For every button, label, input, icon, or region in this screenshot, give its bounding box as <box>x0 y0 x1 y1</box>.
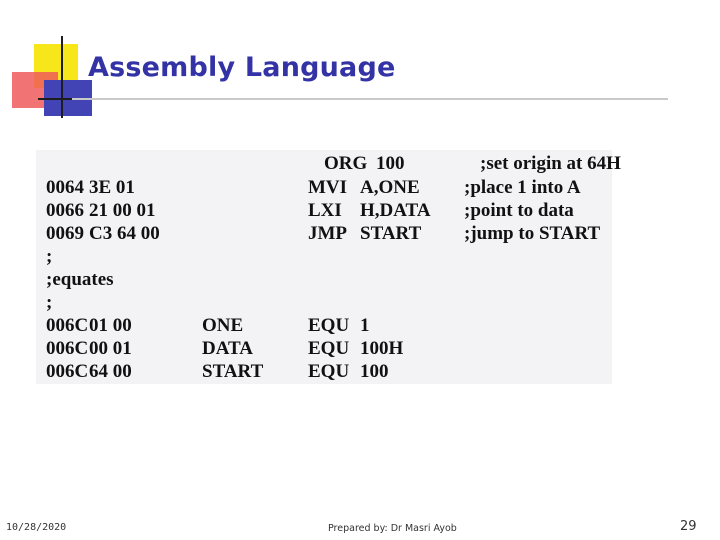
code-address: ; <box>46 292 53 313</box>
code-line <box>36 338 612 360</box>
code-operand: 100 <box>360 361 389 382</box>
code-address: 0066 <box>46 200 84 221</box>
code-label: START <box>202 361 264 382</box>
code-line <box>36 223 612 245</box>
code-bytes: C3 64 00 <box>89 223 160 244</box>
code-bytes: 01 00 <box>89 315 132 336</box>
code-line <box>36 315 612 337</box>
footer-date: 10/28/2020 <box>6 522 67 533</box>
code-mnemonic: EQU <box>308 338 350 359</box>
code-operand: 100H <box>360 338 404 359</box>
code-line <box>36 246 612 268</box>
code-line <box>36 292 612 314</box>
code-operand: 100 <box>376 153 405 174</box>
code-comment: ;jump to START <box>464 223 601 244</box>
code-mnemonic: JMP <box>308 223 348 244</box>
code-bytes: 64 00 <box>89 361 132 382</box>
code-operand: 1 <box>360 315 370 336</box>
code-comment: ;point to data <box>464 200 574 221</box>
code-mnemonic: EQU <box>308 361 350 382</box>
title-underline <box>38 98 668 100</box>
code-label: ONE <box>202 315 244 336</box>
code-mnemonic: ORG <box>324 153 368 174</box>
code-operand: A,ONE <box>360 177 420 198</box>
code-bytes: 21 00 01 <box>89 200 156 221</box>
code-mnemonic: EQU <box>308 315 350 336</box>
code-bytes: 3E 01 <box>89 177 135 198</box>
code-label: DATA <box>202 338 254 359</box>
code-address: ;equates <box>46 269 114 290</box>
code-line <box>36 153 621 175</box>
code-bytes: 00 01 <box>89 338 132 359</box>
code-address: 0064 <box>46 177 84 198</box>
code-address: ; <box>46 246 53 267</box>
code-address: 006C <box>46 361 89 382</box>
code-line <box>36 177 612 199</box>
code-line <box>36 361 612 383</box>
code-address: 0069 <box>46 223 84 244</box>
page-number: 29 <box>680 519 697 534</box>
code-mnemonic: MVI <box>308 177 348 198</box>
code-comment: ;set origin at 64H <box>480 153 621 174</box>
code-listing <box>36 150 621 384</box>
code-line <box>36 200 612 222</box>
code-comment: ;place 1 into A <box>464 177 581 198</box>
code-address: 006C <box>46 315 89 336</box>
logo-cross-horizontal <box>38 98 72 100</box>
footer-author: Prepared by: Dr Masri Ayob <box>328 523 457 534</box>
slide-title: Assembly Language <box>88 52 396 83</box>
code-line <box>36 269 612 291</box>
logo-cross-vertical <box>61 36 63 118</box>
code-mnemonic: LXI <box>308 200 342 221</box>
code-operand: START <box>360 223 422 244</box>
code-operand: H,DATA <box>360 200 431 221</box>
code-address: 006C <box>46 338 89 359</box>
